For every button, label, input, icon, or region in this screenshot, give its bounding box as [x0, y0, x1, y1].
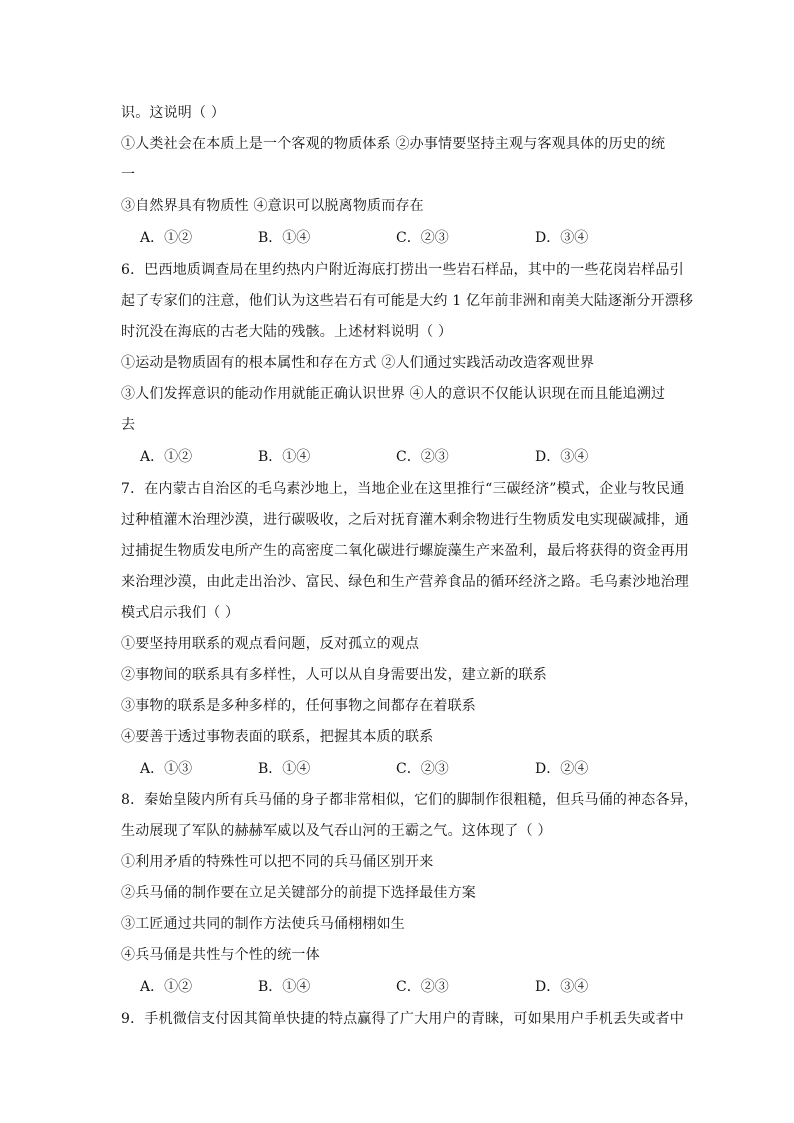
option-a: A．①② [140, 230, 193, 246]
text-line: ②兵马俑的制作要在立足关键部分的前提下选择最佳方案 [121, 885, 476, 901]
option-b: B．①④ [258, 230, 311, 246]
text-line: 来治理沙漠，由此走出治沙、富民、绿色和生产营养食品的循环经济之路。毛乌素沙地治理 [121, 574, 689, 590]
text-line: ③工匠通过共同的制作方法使兵马俑栩栩如生 [121, 916, 405, 932]
text-line: 识。这说明（ ） [121, 105, 226, 121]
text-line: ②事物间的联系具有多样性，人可以从自身需要出发，建立新的联系 [121, 667, 547, 683]
text-line: ③事物的联系是多种多样的，任何事物之间都存在着联系 [121, 698, 476, 714]
question-6-text: 6．巴西地质调查局在里约热内户附近海底打捞出一些岩石样品，其中的一些花岗岩样品引 [121, 262, 684, 278]
text-line: 生动展现了军队的赫赫军威以及气吞山河的王霸之气。这体现了（ ） [121, 823, 552, 839]
text-line: 时沉没在海底的古老大陆的残骸。上述材料说明（ ） [121, 324, 453, 340]
option-d: D．③④ [535, 979, 589, 995]
option-a: A．①② [140, 449, 193, 465]
text-line: 模式启示我们（ ） [121, 605, 240, 621]
option-d: D．③④ [535, 449, 589, 465]
option-d: D．②④ [535, 761, 589, 777]
option-c: C．②③ [396, 761, 449, 777]
text-line: 去 [121, 417, 136, 433]
text-line: 过种植灌木治理沙漠，进行碳吸收，之后对抚育灌木剩余物进行生物质发电实现碳减排，通 [121, 512, 689, 528]
option-c: C．②③ [396, 449, 449, 465]
text-line: ①利用矛盾的特殊性可以把不同的兵马俑区别开来 [121, 854, 434, 870]
text-line: ①运动是物质固有的根本属性和存在方式 ②人们通过实践活动改造客观世界 [121, 355, 595, 371]
text-line: ④要善于透过事物表面的联系，把握其本质的联系 [121, 729, 434, 745]
option-a: A．①③ [140, 761, 193, 777]
question-8-text: 8．秦始皇陵内所有兵马俑的身子都非常相似，它们的脚制作很粗糙，但兵马俑的神态各异， [121, 792, 699, 808]
text-line: 过捕捉生物质发电所产生的高密度二氧化碳进行螺旋藻生产来盈利，最后将获得的资金再用 [121, 543, 689, 559]
question-7-text: 7．在内蒙古自治区的毛乌素沙地上，当地企业在这里推行“三碳经济”模式，企业与牧民通 [121, 481, 685, 497]
text-line: 起了专家们的注意，他们认为这些岩石有可能是大约 1 亿年前非洲和南美大陆逐渐分开漂移 [121, 293, 694, 309]
text-line: 一 [121, 167, 136, 183]
text-line: ①要坚持用联系的观点看问题，反对孤立的观点 [121, 636, 420, 652]
option-c: C．②③ [396, 230, 449, 246]
option-c: C．②③ [396, 979, 449, 995]
option-a: A．①② [140, 979, 193, 995]
option-d: D．③④ [535, 230, 589, 246]
text-line: ①人类社会在本质上是一个客观的物质体系 ②办事情要坚持主观与客观具体的历史的统 [121, 136, 666, 152]
text-line: ③自然界具有物质性 ④意识可以脱离物质而存在 [121, 198, 424, 214]
text-line: ③人们发挥意识的能动作用就能正确认识世界 ④人的意识不仅能认识现在而且能追溯过 [121, 386, 666, 402]
option-b: B．①④ [258, 979, 311, 995]
option-b: B．①④ [258, 449, 311, 465]
text-line: ④兵马俑是共性与个性的统一体 [121, 947, 320, 963]
option-b: B．①④ [258, 761, 311, 777]
question-9-text: 9．手机微信支付因其简单快捷的特点赢得了广大用户的青睐，可如果用户手机丢失或者中 [121, 1011, 684, 1027]
